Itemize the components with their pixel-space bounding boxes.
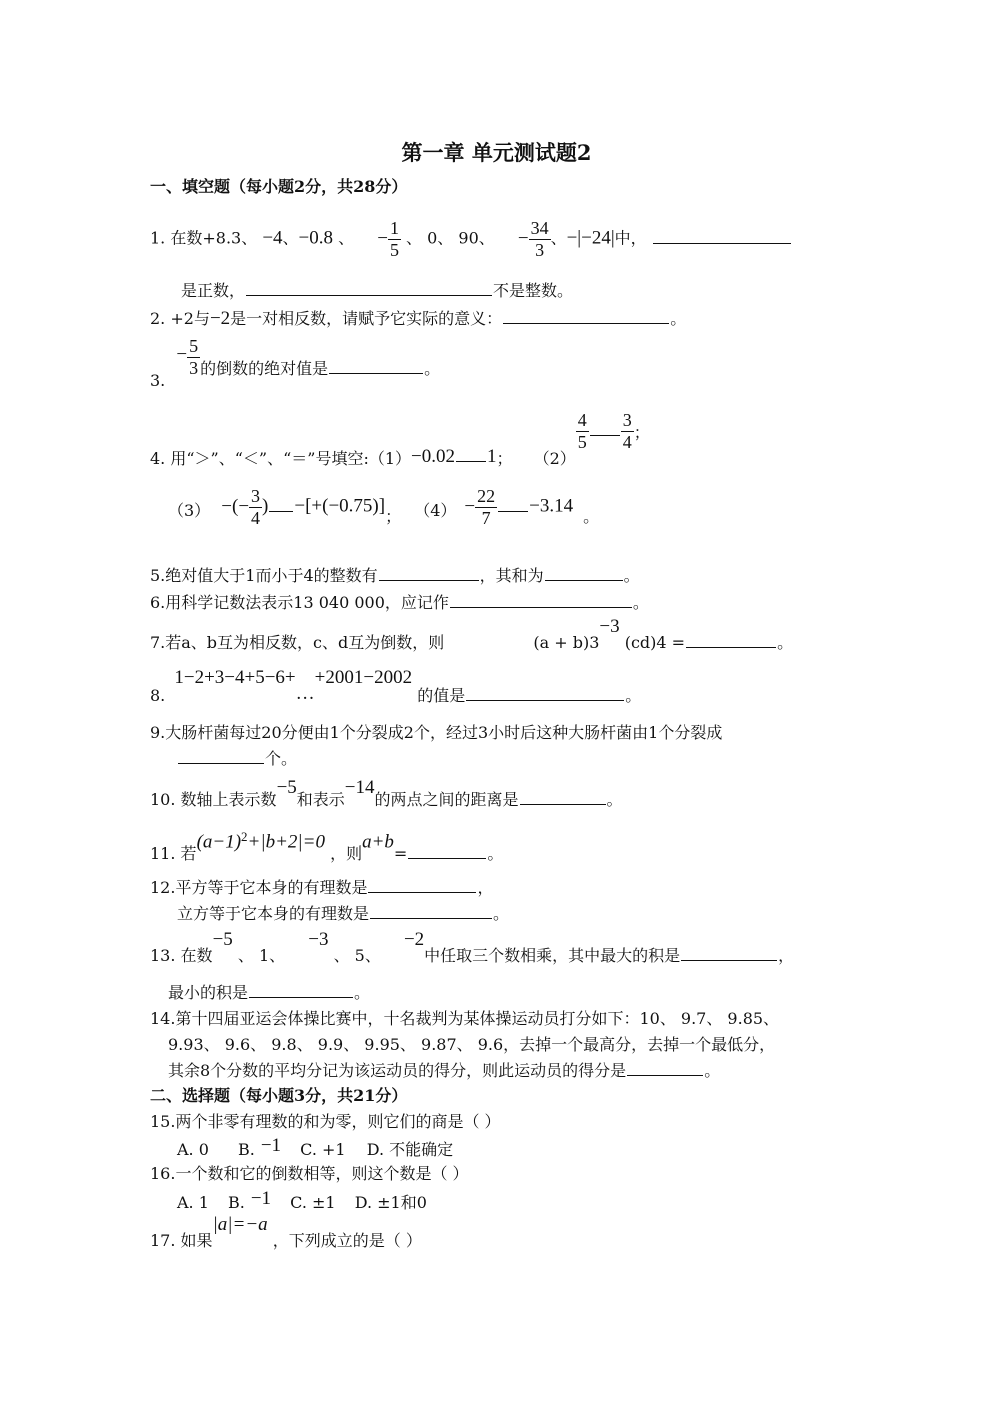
question-8 <box>150 667 642 705</box>
q1-abs-term: −|−24| <box>566 227 615 249</box>
q17-text-a: 如果 <box>180 1231 213 1250</box>
q10-answer-blank[interactable] <box>520 803 606 805</box>
q14-answer-blank[interactable] <box>627 1074 703 1076</box>
q13-number: 13. <box>150 946 176 965</box>
q15-option-c[interactable]: C. +1 <box>300 1140 346 1159</box>
q16-option-b-value: −1 <box>250 1188 272 1209</box>
q1-positive-label: 是正数， <box>181 281 246 300</box>
question-15 <box>150 1114 501 1130</box>
q1-fraction-1 <box>388 218 401 260</box>
q4-blank-4[interactable] <box>498 510 528 512</box>
q1-frac1-sign: − <box>377 227 388 249</box>
q1-sep1: 、 <box>282 228 299 248</box>
q4-number: 4. <box>150 448 166 468</box>
question-13-line-2 <box>168 985 370 1001</box>
section-2-heading: 二、选择题（每小题3分，共21分） <box>150 1086 408 1105</box>
q11-end: 。 <box>487 844 504 864</box>
q13-text-b: 、 1、 <box>237 946 286 965</box>
q13-comma: ， <box>778 946 795 965</box>
q16-option-b[interactable]: B. <box>228 1193 245 1212</box>
q4-end: 。 <box>583 506 600 526</box>
q16-text: 一个数和它的倒数相等，则这个数是（ ） <box>175 1164 469 1183</box>
q11-answer-blank[interactable] <box>408 857 486 859</box>
q12-end: 。 <box>493 904 510 923</box>
q11-number: 11. <box>150 844 176 864</box>
q4-lead: 用“＞”、“＜”、“＝”号填空:（1） <box>170 448 412 468</box>
q4-blank-3[interactable] <box>269 510 293 512</box>
q16-option-a[interactable]: A. 1 <box>177 1193 209 1212</box>
q3-text: 的倒数的绝对值是 <box>200 358 329 378</box>
q11-text-b: ，则 <box>330 844 363 864</box>
q4-fd-num: 22 <box>477 486 496 506</box>
q2-text-c: 是一对相反数，请赋予它实际的意义： <box>230 309 503 328</box>
q8-dots: … <box>295 683 315 704</box>
q5-number: 5. <box>150 566 166 585</box>
q10-value-1: −5 <box>276 777 297 798</box>
q1-lead: 在数+8.3、 <box>170 228 258 248</box>
q3-frac-num: 5 <box>189 336 199 356</box>
q13-text-d: 中任取三个数相乘，其中最大的积是 <box>424 946 681 965</box>
q7-end: 。 <box>777 633 794 652</box>
question-16-options <box>177 1188 427 1212</box>
q12-number: 12. <box>150 878 176 897</box>
q10-value-2: −14 <box>344 777 375 798</box>
q12-comma: ， <box>477 878 494 897</box>
q4-expr-1: −0.02 <box>411 445 455 467</box>
question-5 <box>150 568 640 584</box>
q8-number: 8. <box>150 686 166 705</box>
q6-number: 6. <box>150 593 166 612</box>
q12-answer-blank-2[interactable] <box>370 917 492 919</box>
q15-option-b-value: −1 <box>260 1135 282 1156</box>
q10-text-c: 的两点之间的距离是 <box>374 790 519 809</box>
q1-frac2-num: 34 <box>530 218 549 238</box>
question-4-line-2 <box>168 486 599 528</box>
question-14 <box>150 1011 779 1027</box>
q4-part-2: （2） <box>533 448 576 468</box>
q4-sep-2: ； <box>633 422 650 442</box>
question-17 <box>150 1214 422 1250</box>
q3-frac-den: 3 <box>189 357 199 378</box>
q2-neg2: −2 <box>209 308 231 329</box>
q1-fraction-2 <box>529 218 551 260</box>
q3-fraction <box>187 336 200 378</box>
q9-end: 个。 <box>265 749 298 768</box>
q13-text-a: 在数 <box>180 946 213 965</box>
q4-sep-1: ； <box>496 448 513 468</box>
q10-number: 10. <box>150 790 176 809</box>
q4-frac-d-sign: − <box>464 495 476 517</box>
q11-equals: = <box>393 844 408 864</box>
q4-part-3: （3） <box>168 500 211 520</box>
q7-exponent: −3 <box>599 616 620 637</box>
q3-number: 3. <box>150 370 166 390</box>
q1-middle: 、 0、 90、 <box>406 228 495 248</box>
question-11 <box>150 829 504 864</box>
q9-number: 9. <box>150 723 166 742</box>
q2-end: 。 <box>670 309 687 328</box>
q4-fc-den: 4 <box>251 507 261 528</box>
q14-line-1: 第十四届亚运会体操比赛中，十名裁判为某体操运动员打分如下：10、 9.7、 9.85、 <box>175 1009 780 1028</box>
q3-end: 。 <box>424 358 441 378</box>
q5-answer-blank-1[interactable] <box>379 579 479 581</box>
q15-text: 两个非零有理数的和为零，则它们的商是（ ） <box>175 1112 501 1131</box>
q4-expr-3a: −(− <box>221 495 250 517</box>
q10-text-b: 和表示 <box>296 790 345 809</box>
q7-expr: (a + b)3 <box>533 633 600 652</box>
q9-text: 大肠杆菌每过20分便由1个分裂成2个，经过3小时后这种大肠杆菌由1个分裂成 <box>165 723 723 742</box>
q17-expr: |a|=−a <box>212 1214 268 1235</box>
q4-frac-b <box>621 410 634 452</box>
q1-nonint-label: 不是整数。 <box>493 281 574 300</box>
q13-answer-blank-2[interactable] <box>249 996 353 998</box>
q12-text-a: 平方等于它本身的有理数是 <box>175 878 368 897</box>
q11-expr-2: +|b+2|=0 <box>247 831 325 853</box>
q14-end: 。 <box>704 1061 721 1080</box>
question-7 <box>150 616 794 652</box>
q16-option-d[interactable]: D. ±1和0 <box>354 1193 427 1212</box>
q13-value-2: −3 <box>308 929 329 950</box>
q4-fa-den: 5 <box>577 431 587 452</box>
q4-fa-num: 4 <box>577 410 587 430</box>
q4-fb-num: 3 <box>622 410 632 430</box>
q13-value-1: −5 <box>212 929 233 950</box>
q13-text-c: 、 5、 <box>333 946 381 965</box>
q1-answer-blank-1[interactable] <box>653 242 791 244</box>
q2-answer-blank[interactable] <box>503 322 669 324</box>
q13-answer-blank-1[interactable] <box>681 959 777 961</box>
q7-number: 7. <box>150 633 166 652</box>
q14-number: 14. <box>150 1009 176 1028</box>
q5-text-b: ，其和为 <box>479 566 544 585</box>
q7-text: 若a、b互为相反数，c、d互为倒数，则 <box>165 633 445 652</box>
q4-fd-den: 7 <box>481 507 491 528</box>
q4-fb-den: 4 <box>622 431 632 452</box>
q8-expr-2: +2001−2002 <box>314 667 413 688</box>
q8-answer-blank[interactable] <box>466 699 624 701</box>
q13-value-3: −2 <box>403 929 425 950</box>
q1-term-neg4: −4 <box>262 227 283 249</box>
q11-text-a: 若 <box>180 844 197 864</box>
q8-expr: 1−2+3−4+5−6+ <box>174 667 296 688</box>
q17-number: 17. <box>150 1231 176 1250</box>
q3-answer-blank[interactable] <box>329 372 423 374</box>
q16-number: 16. <box>150 1164 176 1183</box>
q15-option-d[interactable]: D. 不能确定 <box>366 1140 454 1159</box>
q15-option-b[interactable]: B. <box>238 1140 255 1159</box>
q1-in: 中， <box>614 228 647 248</box>
q1-sep3: 、 <box>550 228 567 248</box>
q14-line-2-text: 9.93、 9.6、 9.8、 9.9、 9.95、 9.87、 9.6，去掉一个最高分，去掉一个最低分， <box>168 1035 776 1054</box>
q4-expr-3b: ) <box>262 495 269 517</box>
question-15-options <box>177 1135 454 1159</box>
q1-frac1-num: 1 <box>389 218 399 238</box>
q5-answer-blank-2[interactable] <box>545 579 623 581</box>
question-13 <box>150 929 795 965</box>
q15-number: 15. <box>150 1112 176 1131</box>
q13-end: 。 <box>354 983 371 1002</box>
q4-blank-2[interactable] <box>590 434 620 436</box>
question-1-line-2 <box>181 283 573 299</box>
q1-frac2-den: 3 <box>535 239 545 260</box>
q11-expr-1: (a−1) <box>196 831 242 853</box>
q8-text: 的值是 <box>417 686 466 705</box>
section-1-heading: 一、填空题（每小题2分，共28分） <box>150 177 408 196</box>
q12-answer-blank-1[interactable] <box>368 891 476 893</box>
q12-text-c: 立方等于它本身的有理数是 <box>177 904 370 923</box>
q1-answer-blank-2[interactable] <box>246 294 492 296</box>
page-title: 第一章 单元测试题2 <box>401 140 592 165</box>
q2-text-a: +2与 <box>170 309 210 328</box>
question-6 <box>150 595 649 611</box>
question-9 <box>150 725 722 741</box>
q4-fc-num: 3 <box>251 486 261 506</box>
q4-expr-1b: 1 <box>486 445 497 467</box>
question-1 <box>150 218 792 260</box>
q9-answer-blank[interactable] <box>178 762 264 764</box>
q1-sep2: 、 <box>338 228 355 248</box>
question-16 <box>150 1166 469 1182</box>
q5-text-a: 绝对值大于1而小于4的整数有 <box>165 566 378 585</box>
q4-frac-a <box>576 410 589 452</box>
q16-option-c[interactable]: C. ±1 <box>290 1193 336 1212</box>
q1-frac2-sign: − <box>517 227 529 249</box>
q14-line-3-text: 其余8个分数的平均分记为该运动员的得分，则此运动员的得分是 <box>168 1061 627 1080</box>
question-3 <box>150 336 441 390</box>
question-9-line-2 <box>177 751 297 767</box>
q6-text: 用科学记数法表示13 040 000，应记作 <box>165 593 449 612</box>
q1-frac1-den: 5 <box>389 239 399 260</box>
q4-frac-d <box>475 486 497 528</box>
question-4 <box>150 410 650 468</box>
question-2 <box>150 309 686 328</box>
q10-text-a: 数轴上表示数 <box>180 790 277 809</box>
q7-expr-2: (cd)4 = <box>624 633 686 652</box>
q6-end: 。 <box>632 593 649 612</box>
question-12-line-2 <box>177 906 509 922</box>
q15-option-a[interactable]: A. 0 <box>177 1140 209 1159</box>
q7-answer-blank[interactable] <box>686 646 776 648</box>
question-14-line-3 <box>168 1063 720 1079</box>
q6-answer-blank[interactable] <box>450 606 632 608</box>
q5-end: 。 <box>623 566 640 585</box>
q4-frac-c <box>249 486 262 528</box>
question-12 <box>150 880 493 896</box>
q4-expr-4: −3.14 <box>529 495 574 517</box>
question-10 <box>150 777 623 809</box>
q17-text-b: ，下列成立的是（ ） <box>272 1231 422 1250</box>
q4-part-4: （4） <box>414 500 457 520</box>
q3-sign: − <box>176 343 188 365</box>
q10-end: 。 <box>606 790 623 809</box>
q4-expr-3c: −[+(−0.75)] <box>294 495 386 517</box>
q13-text-f: 最小的积是 <box>168 983 249 1002</box>
q2-number: 2. <box>150 309 166 328</box>
q1-term-neg08: −0.8 <box>298 227 334 249</box>
q1-number: 1. <box>150 228 166 248</box>
q11-exponent: 2 <box>241 829 248 844</box>
q11-expr-3: a+b <box>362 831 394 853</box>
question-14-line-2 <box>168 1037 775 1053</box>
q4-sep-3: ； <box>385 506 402 526</box>
q8-end: 。 <box>625 686 642 705</box>
q4-blank-1[interactable] <box>456 460 486 462</box>
